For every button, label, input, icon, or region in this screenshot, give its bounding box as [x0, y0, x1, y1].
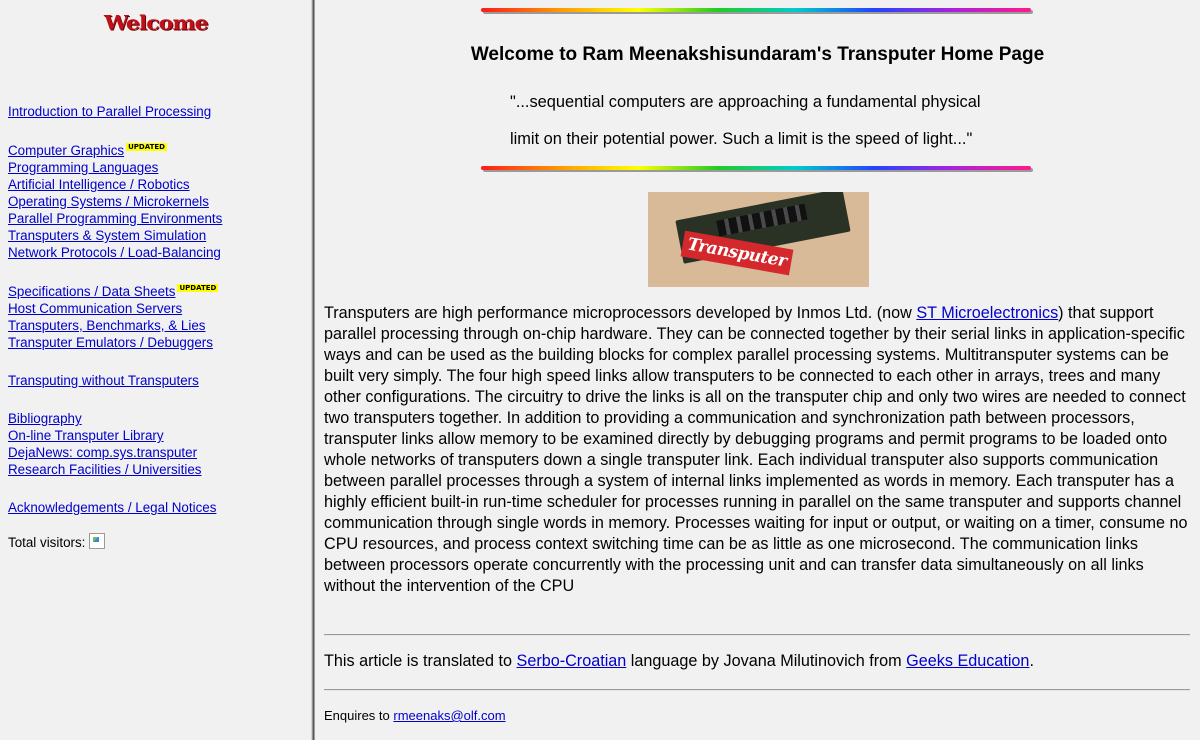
transputer-box-label: Transputer — [681, 231, 794, 276]
nav-link-dejanews[interactable]: DejaNews: comp.sys.transputer — [8, 445, 198, 460]
nav-group-legal — [8, 499, 216, 516]
quote-line-1: "...sequential computers are approaching a fundamental physical — [510, 93, 981, 111]
geeks-education-link[interactable]: Geeks Education — [906, 652, 1030, 670]
nav-link-transputers-simulation[interactable]: Transputers & System Simulation — [8, 228, 207, 243]
nav-group-intro — [8, 103, 211, 120]
visitor-counter — [8, 533, 105, 550]
transputer-board-image — [648, 192, 869, 287]
nav-link-intro-parallel[interactable]: Introduction to Parallel Processing — [8, 104, 212, 119]
nav-link-programming-languages[interactable]: Programming Languages — [8, 160, 159, 175]
updated-badge: UPDATED — [179, 284, 217, 292]
updated-badge: UPDATED — [128, 143, 165, 151]
enquiries-label: Enquires to — [324, 708, 394, 723]
nav-link-network-protocols[interactable]: Network Protocols / Load-Balancing — [8, 245, 221, 260]
translation-prefix: This article is translated to — [324, 652, 517, 670]
welcome-logo: Welcome — [104, 11, 208, 35]
broken-image-icon — [89, 533, 105, 549]
email-link[interactable]: rmeenaks@olf.com — [393, 708, 506, 723]
rainbow-rule-bottom — [481, 166, 1031, 170]
nav-link-host-servers[interactable]: Host Communication Servers — [8, 301, 183, 316]
nav-group-topics — [8, 142, 222, 261]
intro-text-rest: ) that support parallel processing through on-chip hardware. They can be connected together by their serial links in application-specific ways and can be used as the building blocks for complex parallel processing systems. Multitransputer systems can be built very simply. The four high speed links allow transputers to be connected to each other in arrays, trees and many other configurations. The circuitry to drive the links is all on the transputer chip and only two wires are needed to connect two transputers together. In addition to providing a communication and synchronization path between processors, transputer links allow memory to be examined directly by debugging programs and permit programs to be loaded onto whole networks of transputers down a single transputer link. Each individual transputer also supports communication between parallel processes through a system of internal links implemented as words in memory. Each transputer has a highly efficient built-in run-time scheduler for processes running in parallel on the same transputer and supports channel communication through single words in memory. Processes waiting for input or output, or waiting on a timer, consume no CPU resources, and process context switching time can be as little as one microsecond. The communication links between processors operate concurrently with the processing unit and can transfer data simultaneously on all links without the intervention of the CPU — [324, 304, 1188, 595]
serbo-croatian-link[interactable]: Serbo-Croatian — [516, 652, 627, 670]
nav-link-online-library[interactable]: On-line Transputer Library — [8, 428, 164, 443]
intro-text-start: Transputers are high performance microprocessors developed by Inmos Ltd. (now — [324, 304, 917, 322]
nav-link-parallel-environments[interactable]: Parallel Programming Environments — [8, 211, 223, 226]
nav-link-operating-systems[interactable]: Operating Systems / Microkernels — [8, 194, 209, 209]
divider-rule-2 — [324, 689, 1190, 691]
enquiries — [324, 708, 506, 723]
nav-link-computer-graphics[interactable]: Computer Graphics — [8, 143, 125, 158]
nav-link-acknowledgements[interactable]: Acknowledgements / Legal Notices — [8, 500, 217, 515]
nav-link-transputing-without[interactable]: Transputing without Transputers — [8, 373, 199, 388]
intro-paragraph — [324, 303, 1194, 597]
rainbow-rule-top — [481, 8, 1031, 12]
nav-link-benchmarks[interactable]: Transputers, Benchmarks, & Lies — [8, 318, 206, 333]
visitors-label: Total visitors: — [8, 535, 86, 550]
quote-line-2: limit on their potential power. Such a limit is the speed of light..." — [510, 130, 973, 148]
page-title: Welcome to Ram Meenakshisundaram's Transputer Home Page — [470, 44, 1045, 65]
nav-link-emulators[interactable]: Transputer Emulators / Debuggers — [8, 335, 213, 350]
divider-rule-1 — [324, 634, 1190, 636]
nav-group-resources — [8, 410, 201, 478]
nav-link-bibliography[interactable]: Bibliography — [8, 411, 82, 426]
nav-link-ai-robotics[interactable]: Artificial Intelligence / Robotics — [8, 177, 190, 192]
translation-note — [324, 652, 1034, 671]
left-frame — [0, 0, 311, 740]
nav-link-research-facilities[interactable]: Research Facilities / Universities — [8, 462, 202, 477]
st-microelectronics-link[interactable]: ST Microelectronics — [916, 304, 1059, 322]
translation-suffix: . — [1029, 652, 1034, 670]
main-frame — [315, 0, 1200, 740]
translation-middle: language by Jovana Milutinovich from — [626, 652, 907, 670]
nav-group-transputing — [8, 372, 199, 389]
nav-link-specifications[interactable]: Specifications / Data Sheets — [8, 284, 176, 299]
nav-group-specs — [8, 283, 218, 351]
